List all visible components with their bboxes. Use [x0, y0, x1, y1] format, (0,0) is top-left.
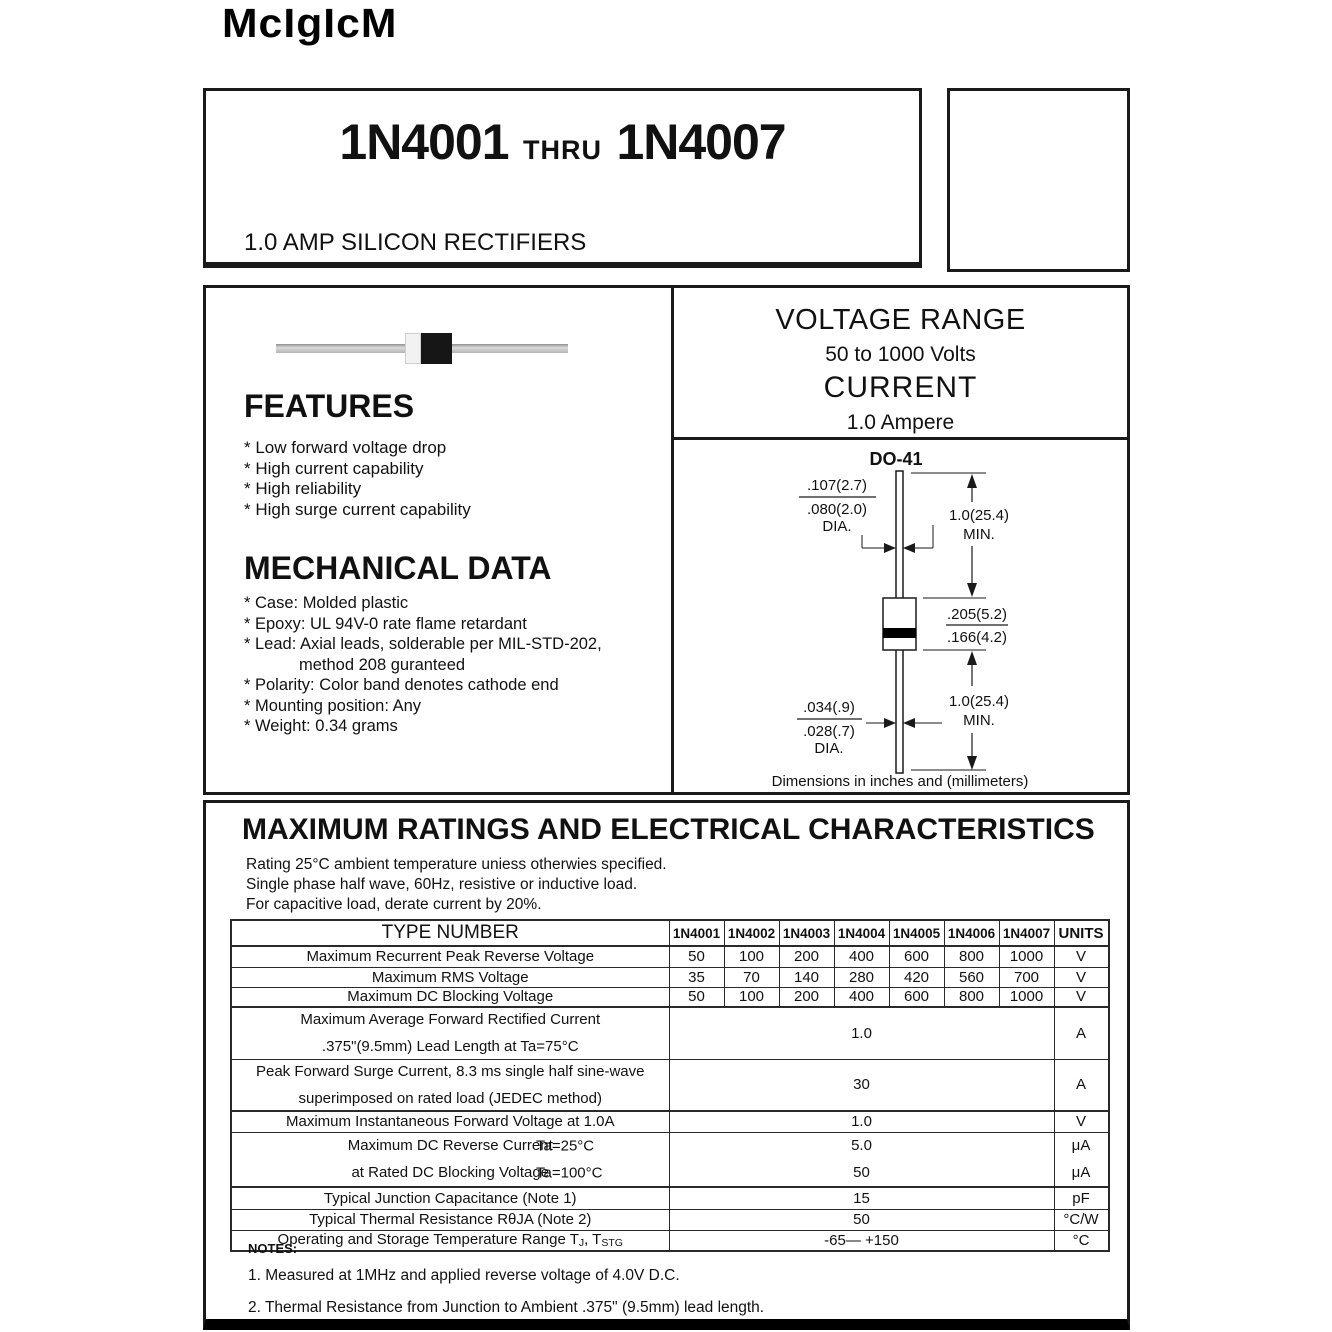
- mechanical-item: * Weight: 0.34 grams: [244, 717, 398, 735]
- cell-value: 35: [669, 967, 724, 987]
- row-label-text: , T: [584, 1231, 602, 1249]
- cell-value: 200: [779, 946, 834, 967]
- cell-value-span: 5.0: [669, 1132, 1054, 1159]
- feature-item: * High current capability: [244, 458, 424, 478]
- mechanical-item: * Lead: Axial leads, solderable per MIL-STD-202,: [244, 635, 602, 653]
- cell-value: 140: [779, 967, 834, 987]
- cell-unit: V: [1054, 1111, 1109, 1132]
- right-panels: [674, 288, 1127, 792]
- column-header: 1N4007: [999, 920, 1054, 946]
- cell-value: 50: [669, 987, 724, 1007]
- cell-value-span: 30: [669, 1059, 1054, 1111]
- mechanical-item: * Mounting position: Any: [244, 696, 422, 715]
- row-label: [231, 1159, 669, 1187]
- cell-value: 800: [944, 987, 999, 1007]
- notes-heading: NOTES:: [248, 1241, 298, 1256]
- condition-line: For capacitive load, derate current by 20%.: [246, 896, 542, 913]
- rating-conditions: [246, 855, 667, 915]
- do41-outline-drawing: [674, 440, 1127, 792]
- part-number-title: [206, 113, 919, 171]
- cell-value-span: -65— +150: [669, 1230, 1054, 1251]
- package-drawing-panel: [674, 440, 1127, 792]
- table-row: [231, 1007, 1109, 1059]
- cell-value: 1000: [999, 987, 1054, 1007]
- overview-section: [203, 285, 1130, 795]
- table-row: [231, 1187, 1109, 1209]
- diode-photo: [206, 288, 671, 378]
- brand-logo: McIgIcM: [222, 0, 398, 46]
- lead-dia-max: .034(.9): [803, 699, 855, 716]
- condition-line: Single phase half wave, 60Hz, resistive or inductive load.: [246, 876, 638, 893]
- lead-length-bottom-min: MIN.: [963, 712, 995, 729]
- table-row: [231, 1159, 1109, 1187]
- cell-unit: V: [1054, 946, 1109, 967]
- table-header-row: [231, 920, 1109, 946]
- feature-item: * Low forward voltage drop: [244, 438, 447, 457]
- lead-dia-caption: DIA.: [814, 740, 844, 757]
- body-dia-max: .107(2.7): [806, 477, 868, 494]
- voltage-range-label: VOLTAGE RANGE: [775, 304, 1026, 336]
- features-heading: FEATURES: [244, 388, 415, 424]
- feature-item: * High reliability: [244, 479, 362, 498]
- feature-item: * High surge current capability: [244, 499, 471, 519]
- cell-value: 400: [834, 946, 889, 967]
- cell-value-span: 1.0: [669, 1111, 1054, 1132]
- cell-unit: pF: [1054, 1187, 1109, 1209]
- body-length-min: .166(4.2): [946, 629, 1008, 646]
- body-outline: [883, 598, 916, 650]
- lead-dia-min: .028(.7): [803, 723, 855, 740]
- cell-unit: A: [1054, 1007, 1109, 1059]
- row-label: Maximum Recurrent Peak Reverse Voltage: [231, 946, 669, 967]
- cell-unit: V: [1054, 987, 1109, 1007]
- mechanical-item: * Epoxy: UL 94V-0 rate flame retardant: [244, 614, 527, 633]
- cell-value: 280: [834, 967, 889, 987]
- cell-unit: °C: [1054, 1230, 1109, 1251]
- note-item: 2. Thermal Resistance from Junction to Ambient .375" (9.5mm) lead length.: [248, 1299, 765, 1316]
- cell-value-span: 1.0: [669, 1007, 1054, 1059]
- table-row: [231, 1111, 1109, 1132]
- table-row: [231, 967, 1109, 987]
- blank-corner-box: [947, 88, 1130, 272]
- table-row: [231, 1209, 1109, 1230]
- ratings-summary-panel: [674, 288, 1127, 440]
- row-label: Typical Thermal Resistance RθJA (Note 2): [231, 1209, 669, 1230]
- package-name: DO-41: [869, 449, 923, 469]
- table-row: [231, 946, 1109, 967]
- mechanical-item: * Case: Molded plastic: [244, 594, 409, 612]
- cell-value: 600: [889, 987, 944, 1007]
- row-label-line2: superimposed on rated load (JEDEC method): [298, 1089, 602, 1107]
- cell-value: 50: [669, 946, 724, 967]
- cell-unit: μA: [1054, 1132, 1109, 1159]
- condition-line: Rating 25°C ambient temperature uniess otherwies specified.: [246, 856, 667, 873]
- diode-cathode-band: [405, 333, 421, 364]
- cathode-band-mark: [883, 628, 916, 638]
- voltage-range-value: 50 to 1000 Volts: [825, 343, 976, 366]
- subscript-j: J: [578, 1237, 585, 1250]
- cell-value-span: 50: [669, 1159, 1054, 1187]
- column-header: 1N4002: [724, 920, 779, 946]
- part-number-start: 1N4001: [339, 114, 509, 170]
- features-list: [244, 438, 471, 520]
- cell-value: 560: [944, 967, 999, 987]
- body-dia-min: .080(2.0): [806, 501, 868, 518]
- type-number-header: TYPE NUMBER: [231, 920, 669, 946]
- row-label: Maximum DC Blocking Voltage: [231, 987, 669, 1007]
- column-header: 1N4001: [669, 920, 724, 946]
- diode-body: [421, 333, 452, 364]
- row-label-line2: .375"(9.5mm) Lead Length at Ta=75°C: [321, 1038, 579, 1056]
- dimensions-caption: Dimensions in inches and (millimeters): [771, 773, 1029, 790]
- cell-value: 1000: [999, 946, 1054, 967]
- ratings-heading: MAXIMUM RATINGS AND ELECTRICAL CHARACTERISTICS: [242, 813, 1095, 846]
- row-label-line1: Peak Forward Surge Current, 8.3 ms single half sine-wave: [255, 1062, 645, 1080]
- table-row: [231, 1230, 1109, 1251]
- body-dia-caption: DIA.: [822, 518, 852, 535]
- current-value: 1.0 Ampere: [846, 411, 955, 434]
- subscript-stg: STG: [601, 1237, 623, 1250]
- cell-value: 800: [944, 946, 999, 967]
- row-label: Typical Junction Capacitance (Note 1): [231, 1187, 669, 1209]
- ratings-table: [230, 919, 1110, 1252]
- mechanical-heading: MECHANICAL DATA: [244, 550, 552, 586]
- current-label: CURRENT: [823, 371, 978, 404]
- row-label-text: Maximum DC Reverse Current: [347, 1137, 553, 1155]
- row-condition: Ta=25°C: [536, 1137, 595, 1155]
- row-label-text: at Rated DC Blocking Voltage: [351, 1164, 550, 1181]
- part-number-end: 1N4007: [616, 114, 786, 170]
- cell-value: 100: [724, 946, 779, 967]
- cell-unit: A: [1054, 1059, 1109, 1111]
- row-label: [231, 1007, 669, 1059]
- note-item: 1. Measured at 1MHz and applied reverse voltage of 4.0V D.C.: [248, 1267, 680, 1284]
- body-length-max: .205(5.2): [946, 606, 1008, 623]
- cell-value-span: 15: [669, 1187, 1054, 1209]
- row-label: Maximum RMS Voltage: [231, 967, 669, 987]
- row-label: [231, 1059, 669, 1111]
- row-label: Maximum Instantaneous Forward Voltage at 1.0A: [231, 1111, 669, 1132]
- column-header: 1N4004: [834, 920, 889, 946]
- cell-value: 70: [724, 967, 779, 987]
- cell-value: 420: [889, 967, 944, 987]
- cell-unit: °C/W: [1054, 1209, 1109, 1230]
- table-row: [231, 987, 1109, 1007]
- table-row: [231, 1059, 1109, 1111]
- column-header: 1N4005: [889, 920, 944, 946]
- cell-value: 100: [724, 987, 779, 1007]
- row-label-line1: Maximum Average Forward Rectified Current: [300, 1011, 601, 1029]
- cell-unit: V: [1054, 967, 1109, 987]
- column-header: 1N4003: [779, 920, 834, 946]
- row-condition: Ta=100°C: [536, 1164, 603, 1181]
- column-header: 1N4006: [944, 920, 999, 946]
- cell-value-span: 50: [669, 1209, 1054, 1230]
- row-label-text: Operating and Storage Temperature Range T: [277, 1231, 579, 1249]
- thru-label: THRU: [523, 135, 602, 165]
- row-label: [231, 1132, 669, 1159]
- mechanical-list: [244, 593, 602, 737]
- lead-length-top-min: MIN.: [963, 526, 995, 543]
- cell-value: 700: [999, 967, 1054, 987]
- cell-value: 600: [889, 946, 944, 967]
- mechanical-item-continuation: method 208 guranteed: [299, 655, 466, 674]
- lead-length-top-value: 1.0(25.4): [948, 507, 1010, 524]
- cell-unit: μA: [1054, 1159, 1109, 1187]
- features-panel: [206, 288, 674, 792]
- table-row: [231, 1132, 1109, 1159]
- cell-value: 400: [834, 987, 889, 1007]
- units-header: UNITS: [1054, 920, 1109, 946]
- cell-value: 200: [779, 987, 834, 1007]
- device-subtitle: 1.0 AMP SILICON RECTIFIERS: [244, 229, 587, 256]
- mechanical-item: * Polarity: Color band denotes cathode end: [244, 676, 559, 694]
- title-box: [203, 88, 922, 268]
- lead-length-bottom-value: 1.0(25.4): [948, 693, 1010, 710]
- characteristics-section: [203, 800, 1130, 1330]
